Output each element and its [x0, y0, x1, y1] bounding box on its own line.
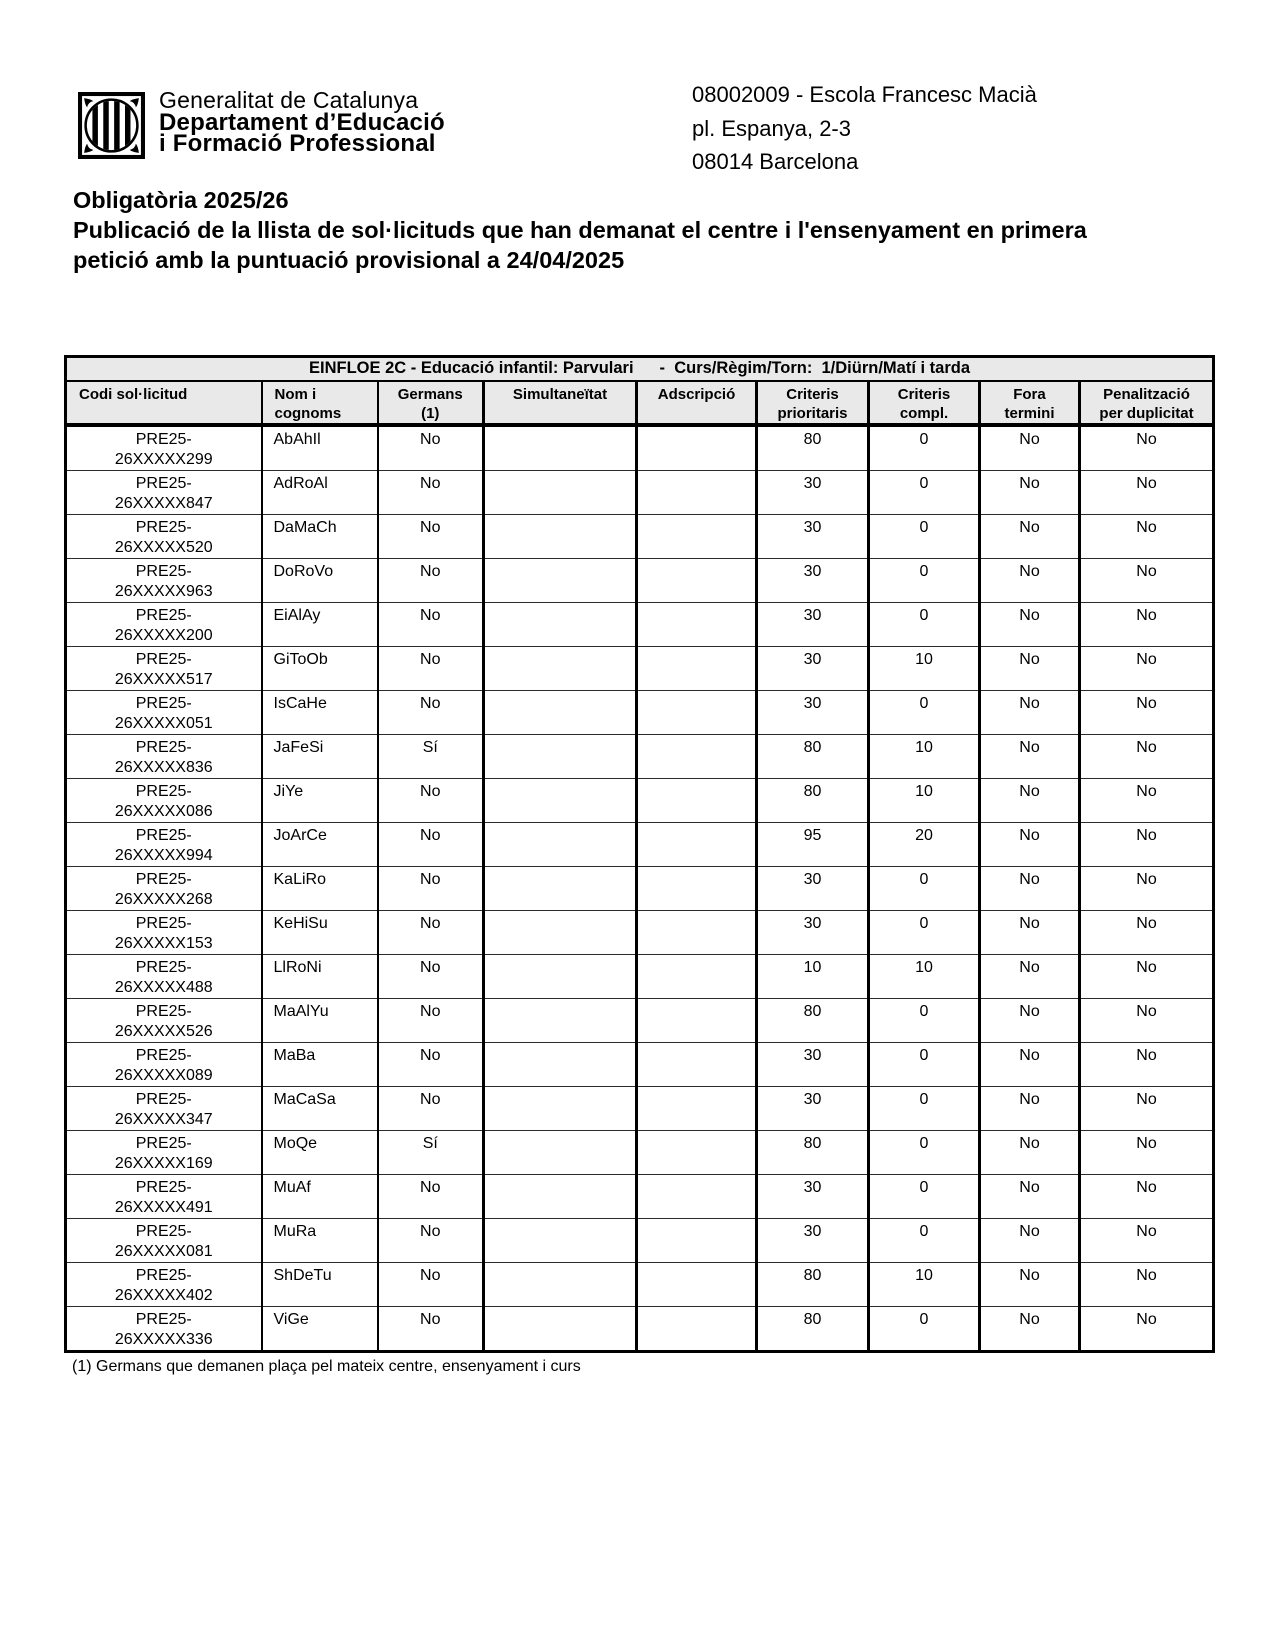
cell-germans: No [378, 602, 484, 646]
col-header-penalitzacio: Penalització per duplicitat [1080, 381, 1214, 425]
cell-codi: PRE25- 26XXXXX847 [66, 470, 262, 514]
cell-fora-termini: No [980, 558, 1080, 602]
cell-fora-termini: No [980, 910, 1080, 954]
cell-germans: Sí [378, 734, 484, 778]
org-name: Generalitat de Catalunya [159, 87, 419, 113]
org-identity [159, 87, 445, 157]
table-header-row [66, 381, 1214, 425]
cell-adscripcio [637, 1086, 757, 1130]
cell-penalitzacio: No [1080, 734, 1214, 778]
cell-simultaneitat [484, 1086, 637, 1130]
table-row [66, 1306, 1214, 1351]
cell-fora-termini: No [980, 514, 1080, 558]
cell-adscripcio [637, 734, 757, 778]
cell-criteris-prioritaris: 30 [757, 690, 869, 734]
cell-penalitzacio: No [1080, 602, 1214, 646]
cell-penalitzacio: No [1080, 425, 1214, 471]
cell-codi: PRE25- 26XXXXX153 [66, 910, 262, 954]
cell-fora-termini: No [980, 1086, 1080, 1130]
cell-simultaneitat [484, 1262, 637, 1306]
cell-penalitzacio: No [1080, 1262, 1214, 1306]
cell-nom: KaLiRo [262, 866, 378, 910]
cell-penalitzacio: No [1080, 470, 1214, 514]
cell-fora-termini: No [980, 646, 1080, 690]
cell-fora-termini: No [980, 470, 1080, 514]
cell-nom: JiYe [262, 778, 378, 822]
cell-nom: KeHiSu [262, 910, 378, 954]
cell-codi: PRE25- 26XXXXX994 [66, 822, 262, 866]
cell-adscripcio [637, 558, 757, 602]
cell-penalitzacio: No [1080, 646, 1214, 690]
cell-nom: LlRoNi [262, 954, 378, 998]
cell-adscripcio [637, 646, 757, 690]
cell-codi: PRE25- 26XXXXX963 [66, 558, 262, 602]
cell-codi: PRE25- 26XXXXX520 [66, 514, 262, 558]
school-code-name: 08002009 - Escola Francesc Macià [692, 82, 1037, 107]
cell-nom: AdRoAl [262, 470, 378, 514]
cell-criteris-prioritaris: 80 [757, 425, 869, 471]
cell-simultaneitat [484, 646, 637, 690]
cell-adscripcio [637, 866, 757, 910]
cell-criteris-compl: 0 [869, 998, 980, 1042]
cell-fora-termini: No [980, 1130, 1080, 1174]
cell-adscripcio [637, 1218, 757, 1262]
cell-nom: EiAlAy [262, 602, 378, 646]
cell-germans: No [378, 558, 484, 602]
cell-codi: PRE25- 26XXXXX517 [66, 646, 262, 690]
cell-simultaneitat [484, 1306, 637, 1351]
org-department: Departament d’Educació [159, 108, 445, 136]
cell-germans: No [378, 1306, 484, 1351]
cell-criteris-prioritaris: 80 [757, 1130, 869, 1174]
cell-criteris-compl: 0 [869, 470, 980, 514]
cell-criteris-compl: 0 [869, 602, 980, 646]
school-street: pl. Espanya, 2-3 [692, 115, 851, 141]
table-caption-row [66, 357, 1214, 381]
cell-simultaneitat [484, 470, 637, 514]
col-header-codi: Codi sol·licitud [66, 381, 262, 425]
cell-germans: No [378, 1042, 484, 1086]
title-line-2: Publicació de la llista de sol·licituds que han demanat el centre i l'ensenyament en primera [73, 217, 1087, 243]
table-row [66, 558, 1214, 602]
cell-fora-termini: No [980, 1262, 1080, 1306]
cell-simultaneitat [484, 558, 637, 602]
cell-criteris-prioritaris: 30 [757, 1086, 869, 1130]
cell-nom: ShDeTu [262, 1262, 378, 1306]
cell-germans: No [378, 822, 484, 866]
table-row [66, 470, 1214, 514]
cell-penalitzacio: No [1080, 514, 1214, 558]
cell-fora-termini: No [980, 690, 1080, 734]
caption-curs-regim-torn: - Curs/Règim/Torn: 1/Diürn/Matí i tarda [659, 359, 971, 378]
cell-adscripcio [637, 954, 757, 998]
cell-fora-termini: No [980, 734, 1080, 778]
cell-adscripcio [637, 514, 757, 558]
cell-germans: No [378, 425, 484, 471]
cell-nom: JoArCe [262, 822, 378, 866]
cell-adscripcio [637, 778, 757, 822]
cell-criteris-compl: 0 [869, 425, 980, 471]
cell-criteris-compl: 0 [869, 1130, 980, 1174]
cell-simultaneitat [484, 1042, 637, 1086]
cell-criteris-prioritaris: 30 [757, 1218, 869, 1262]
cell-nom: MoQe [262, 1130, 378, 1174]
cell-fora-termini: No [980, 954, 1080, 998]
cell-nom: MaBa [262, 1042, 378, 1086]
cell-simultaneitat [484, 514, 637, 558]
cell-fora-termini: No [980, 866, 1080, 910]
cell-criteris-compl: 0 [869, 866, 980, 910]
cell-criteris-prioritaris: 30 [757, 602, 869, 646]
cell-penalitzacio: No [1080, 1174, 1214, 1218]
cell-criteris-compl: 0 [869, 910, 980, 954]
cell-criteris-compl: 0 [869, 1306, 980, 1351]
cell-penalitzacio: No [1080, 1218, 1214, 1262]
cell-criteris-prioritaris: 80 [757, 734, 869, 778]
cell-criteris-compl: 20 [869, 822, 980, 866]
cell-criteris-compl: 0 [869, 1086, 980, 1130]
cell-adscripcio [637, 822, 757, 866]
cell-nom: ViGe [262, 1306, 378, 1351]
cell-simultaneitat [484, 734, 637, 778]
cell-adscripcio [637, 910, 757, 954]
cell-codi: PRE25- 26XXXXX402 [66, 1262, 262, 1306]
cell-germans: Sí [378, 1130, 484, 1174]
cell-criteris-prioritaris: 30 [757, 1174, 869, 1218]
cell-germans: No [378, 470, 484, 514]
cell-fora-termini: No [980, 1174, 1080, 1218]
cell-criteris-compl: 0 [869, 1218, 980, 1262]
cell-criteris-compl: 10 [869, 646, 980, 690]
col-header-simultaneitat: Simultaneïtat [484, 381, 637, 425]
cell-nom: DaMaCh [262, 514, 378, 558]
cell-codi: PRE25- 26XXXXX491 [66, 1174, 262, 1218]
cell-adscripcio [637, 1262, 757, 1306]
cell-codi: PRE25- 26XXXXX347 [66, 1086, 262, 1130]
cell-nom: DoRoVo [262, 558, 378, 602]
cell-criteris-compl: 0 [869, 1174, 980, 1218]
col-header-fora-termini: Fora termini [980, 381, 1080, 425]
cell-penalitzacio: No [1080, 1130, 1214, 1174]
cell-codi: PRE25- 26XXXXX299 [66, 425, 262, 471]
cell-germans: No [378, 866, 484, 910]
cell-codi: PRE25- 26XXXXX336 [66, 1306, 262, 1351]
cell-penalitzacio: No [1080, 822, 1214, 866]
table-row [66, 1262, 1214, 1306]
cell-fora-termini: No [980, 822, 1080, 866]
cell-simultaneitat [484, 910, 637, 954]
cell-codi: PRE25- 26XXXXX081 [66, 1218, 262, 1262]
generalitat-logo [78, 92, 145, 159]
cell-codi: PRE25- 26XXXXX086 [66, 778, 262, 822]
cell-criteris-compl: 10 [869, 778, 980, 822]
cell-criteris-prioritaris: 30 [757, 558, 869, 602]
table-row [66, 1086, 1214, 1130]
cell-codi: PRE25- 26XXXXX089 [66, 1042, 262, 1086]
cell-penalitzacio: No [1080, 954, 1214, 998]
cell-simultaneitat [484, 602, 637, 646]
table-row [66, 910, 1214, 954]
cell-codi: PRE25- 26XXXXX488 [66, 954, 262, 998]
table-row [66, 514, 1214, 558]
cell-codi: PRE25- 26XXXXX200 [66, 602, 262, 646]
cell-simultaneitat [484, 690, 637, 734]
cell-codi: PRE25- 26XXXXX051 [66, 690, 262, 734]
cell-nom: JaFeSi [262, 734, 378, 778]
cell-simultaneitat [484, 425, 637, 471]
cell-penalitzacio: No [1080, 866, 1214, 910]
cell-codi: PRE25- 26XXXXX268 [66, 866, 262, 910]
title-line-3: petició amb la puntuació provisional a 24/04/2025 [73, 247, 625, 273]
cell-criteris-prioritaris: 80 [757, 1262, 869, 1306]
table-row [66, 822, 1214, 866]
col-header-germans: Germans (1) [378, 381, 484, 425]
school-city: 08014 Barcelona [692, 149, 859, 174]
cell-simultaneitat [484, 1174, 637, 1218]
cell-penalitzacio: No [1080, 1086, 1214, 1130]
cell-simultaneitat [484, 778, 637, 822]
table-row [66, 778, 1214, 822]
cell-adscripcio [637, 470, 757, 514]
org-department-2: i Formació Professional [159, 130, 436, 157]
cell-penalitzacio: No [1080, 998, 1214, 1042]
cell-nom: MaCaSa [262, 1086, 378, 1130]
col-header-nom: Nom i cognoms [262, 381, 378, 425]
caption-ensenyament: EINFLOE 2C - Educació infantil: Parvulari [308, 359, 634, 378]
cell-fora-termini: No [980, 425, 1080, 471]
col-header-criteris-prioritaris: Criteris prioritaris [757, 381, 869, 425]
cell-fora-termini: No [980, 778, 1080, 822]
cell-germans: No [378, 1262, 484, 1306]
col-header-criteris-compl: Criteris compl. [869, 381, 980, 425]
table-row [66, 954, 1214, 998]
cell-criteris-compl: 0 [869, 690, 980, 734]
applications-table-wrapper [64, 355, 1212, 1353]
cell-fora-termini: No [980, 602, 1080, 646]
cell-germans: No [378, 690, 484, 734]
cell-criteris-compl: 10 [869, 1262, 980, 1306]
cell-simultaneitat [484, 998, 637, 1042]
cell-nom: MaAlYu [262, 998, 378, 1042]
cell-germans: No [378, 646, 484, 690]
cell-criteris-prioritaris: 80 [757, 778, 869, 822]
cell-criteris-compl: 0 [869, 1042, 980, 1086]
cell-adscripcio [637, 998, 757, 1042]
cell-nom: GiToOb [262, 646, 378, 690]
cell-criteris-prioritaris: 80 [757, 1306, 869, 1351]
table-row [66, 1042, 1214, 1086]
cell-codi: PRE25- 26XXXXX169 [66, 1130, 262, 1174]
cell-criteris-prioritaris: 10 [757, 954, 869, 998]
cell-nom: AbAhIl [262, 425, 378, 471]
cell-germans: No [378, 514, 484, 558]
table-row [66, 1130, 1214, 1174]
cell-penalitzacio: No [1080, 910, 1214, 954]
cell-penalitzacio: No [1080, 1306, 1214, 1351]
cell-simultaneitat [484, 1130, 637, 1174]
cell-criteris-compl: 0 [869, 558, 980, 602]
cell-adscripcio [637, 602, 757, 646]
cell-germans: No [378, 998, 484, 1042]
cell-simultaneitat [484, 866, 637, 910]
cell-codi: PRE25- 26XXXXX836 [66, 734, 262, 778]
table-row [66, 998, 1214, 1042]
cell-penalitzacio: No [1080, 1042, 1214, 1086]
cell-fora-termini: No [980, 998, 1080, 1042]
cell-germans: No [378, 1218, 484, 1262]
cell-germans: No [378, 778, 484, 822]
cell-criteris-compl: 10 [869, 734, 980, 778]
cell-fora-termini: No [980, 1306, 1080, 1351]
table-row [66, 602, 1214, 646]
cell-criteris-prioritaris: 30 [757, 910, 869, 954]
cell-simultaneitat [484, 954, 637, 998]
cell-criteris-prioritaris: 30 [757, 866, 869, 910]
cell-germans: No [378, 910, 484, 954]
cell-criteris-compl: 10 [869, 954, 980, 998]
table-row [66, 646, 1214, 690]
cell-criteris-compl: 0 [869, 514, 980, 558]
cell-penalitzacio: No [1080, 778, 1214, 822]
cell-penalitzacio: No [1080, 558, 1214, 602]
footnote: (1) Germans que demanen plaça pel mateix centre, ensenyament i curs [72, 1358, 581, 1375]
table-row [66, 734, 1214, 778]
cell-simultaneitat [484, 1218, 637, 1262]
cell-fora-termini: No [980, 1218, 1080, 1262]
cell-adscripcio [637, 1130, 757, 1174]
cell-adscripcio [637, 1174, 757, 1218]
cell-codi: PRE25- 26XXXXX526 [66, 998, 262, 1042]
table-row [66, 690, 1214, 734]
cell-criteris-prioritaris: 30 [757, 1042, 869, 1086]
cell-nom: MuRa [262, 1218, 378, 1262]
cell-nom: MuAf [262, 1174, 378, 1218]
school-address-block [692, 78, 1037, 179]
cell-germans: No [378, 954, 484, 998]
table-caption [66, 357, 1214, 381]
cell-criteris-prioritaris: 30 [757, 646, 869, 690]
cell-adscripcio [637, 690, 757, 734]
cell-germans: No [378, 1086, 484, 1130]
cell-fora-termini: No [980, 1042, 1080, 1086]
cell-criteris-prioritaris: 95 [757, 822, 869, 866]
cell-adscripcio [637, 1306, 757, 1351]
table-row [66, 1174, 1214, 1218]
cell-penalitzacio: No [1080, 690, 1214, 734]
col-header-adscripcio: Adscripció [637, 381, 757, 425]
cell-criteris-prioritaris: 30 [757, 470, 869, 514]
cell-nom: IsCaHe [262, 690, 378, 734]
table-row [66, 425, 1214, 471]
table-row [66, 1218, 1214, 1262]
cell-germans: No [378, 1174, 484, 1218]
cell-criteris-prioritaris: 30 [757, 514, 869, 558]
applications-table [64, 355, 1215, 1353]
table-row [66, 866, 1214, 910]
title-line-1: Obligatòria 2025/26 [73, 187, 289, 213]
cell-adscripcio [637, 425, 757, 471]
document-title [73, 185, 1173, 275]
cell-adscripcio [637, 1042, 757, 1086]
cell-criteris-prioritaris: 80 [757, 998, 869, 1042]
cell-simultaneitat [484, 822, 637, 866]
